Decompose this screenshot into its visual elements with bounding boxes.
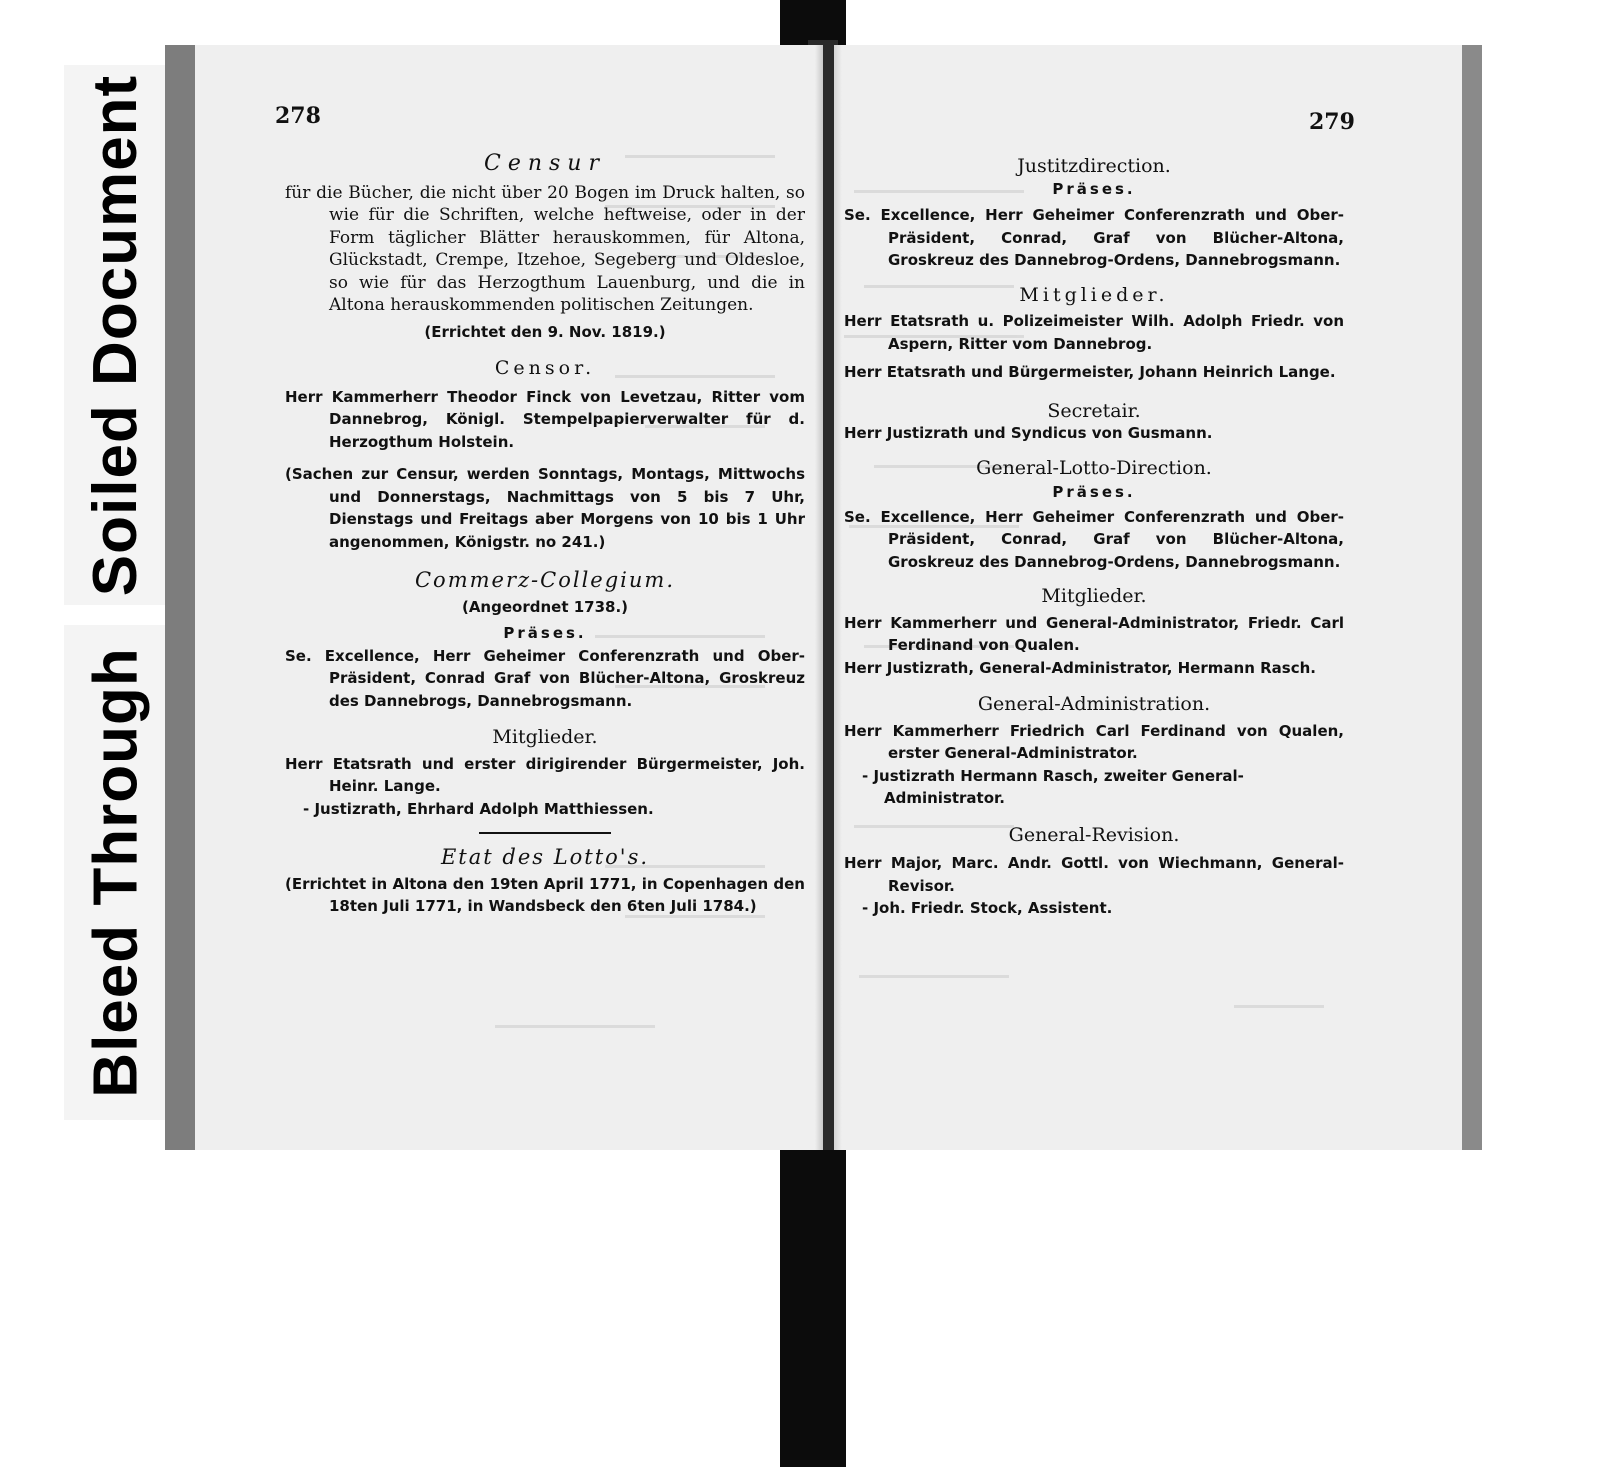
mitglieder-heading: Mitglieder.	[1019, 283, 1169, 306]
secretair-heading: Secretair.	[1047, 399, 1141, 422]
praeses-heading: Präses.	[1052, 483, 1136, 501]
soiled-document-text: Soiled Document	[81, 74, 151, 596]
spine-bottom	[780, 1150, 846, 1467]
censor-heading: Censor.	[494, 357, 596, 379]
praeses-body: Se. Excellence, Herr Geheimer Conferenzrath und Ober-Präsident, Conrad, Graf von Blücher-Altona, Groskreuz des Dannebrog-Ordens, Dannebrogsmann.	[844, 507, 1344, 571]
censor-body: Herr Kammerherr Theodor Finck von Levetzau, Ritter vom Dannebrog, Königl. Stempelpapierverwalter für d. Herzogthum Holstein.	[285, 387, 805, 451]
commerz-heading: Commerz-Collegium.	[414, 568, 675, 592]
justiz-heading: Justitzdirection.	[1017, 155, 1171, 177]
left-page	[165, 45, 823, 1150]
admin-heading: General-Administration.	[977, 693, 1211, 715]
censur-date: (Errichtet den 9. Nov. 1819.)	[424, 322, 666, 341]
mitglied-entry: Herr Etatsrath und Bürgermeister, Johann Heinrich Lange.	[844, 363, 1336, 381]
page-number: 279	[1309, 109, 1355, 135]
revision-entry: - Joh. Friedr. Stock, Assistent.	[862, 899, 1113, 917]
bleed-through-text: Bleed Through	[81, 647, 151, 1098]
praeses-body: Se. Excellence, Herr Geheimer Conferenzrath und Ober-Präsident, Conrad, Graf von Blücher-Altona, Groskreuz des Dannebrog-Ordens, Dannebrogsmann.	[844, 206, 1344, 269]
praeses-heading: Präses.	[1052, 179, 1136, 198]
soiled-document-label	[64, 65, 168, 605]
bleed-through-label	[64, 625, 168, 1120]
mitglied-entry: Herr Etatsrath u. Polizeimeister Wilh. Adolph Friedr. von Aspern, Ritter vom Dannebrog.	[844, 312, 1344, 353]
right-page-text	[844, 155, 1344, 920]
mitglied-entry: Herr Etatsrath und erster dirigirender Bürgermeister, Joh. Heinr. Lange.	[285, 754, 805, 795]
section-rule	[479, 832, 611, 834]
page-number: 278	[275, 103, 321, 129]
etat-body: (Errichtet in Altona den 19ten April 1771, in Copenhagen den 18ten Juli 1771, in Wandsbeck den 6ten Juli 1784.)	[285, 874, 805, 915]
lotto-heading: General-Lotto-Direction.	[976, 456, 1212, 479]
page-edge-shadow	[815, 45, 823, 1150]
mitglieder-heading: Mitglieder.	[492, 726, 598, 748]
mitglied-entry: - Justizrath, Ehrhard Adolph Matthiessen.	[303, 799, 654, 818]
admin-entry: - Justizrath Hermann Rasch, zweiter General-Administrator.	[862, 766, 1244, 807]
mitglied-entry: Herr Kammerherr und General-Administrator, Friedr. Carl Ferdinand von Qualen.	[844, 613, 1344, 654]
mitglied-entry: Herr Justizrath, General-Administrator, Hermann Rasch.	[844, 658, 1316, 677]
etat-heading: Etat des Lotto's.	[440, 845, 650, 869]
revision-entry: Herr Major, Marc. Andr. Gottl. von Wiechmann, General-Revisor.	[844, 854, 1344, 895]
left-page-text	[285, 153, 805, 918]
censor-note: (Sachen zur Censur, werden Sonntags, Montags, Mittwochs und Donnerstags, Nachmittags von 5 bis 7 Uhr, Dienstags und Freitags aber Morgens von 10 bis 1 Uhr angenommen, Königstr. no 241.)	[285, 465, 805, 551]
page-edge-shadow	[834, 45, 842, 1150]
praeses-body: Se. Excellence, Herr Geheimer Conferenzrath und Ober-Präsident, Conrad Graf von Blücher-Altona, Groskreuz des Dannebrogs, Dannebrogsmann.	[285, 646, 805, 710]
commerz-date: (Angeordnet 1738.)	[461, 597, 629, 616]
secretair-body: Herr Justizrath und Syndicus von Gusmann.	[844, 424, 1213, 442]
censur-heading: Censur	[484, 151, 606, 176]
admin-entry: Herr Kammerherr Friedrich Carl Ferdinand von Qualen, erster General-Administrator.	[844, 721, 1344, 762]
censur-body: für die Bücher, die nicht über 20 Bogen im Druck halten, so wie für die Schriften, welche heftweise, oder in der Form täglicher Blätter herauskommen, für Altona, Glückstadt, Crempe, Itzehoe, Segeberg und Oldesloe, so wie für das Herzogthum Lauenburg, und die in Altona herauskommenden politischen Zeitungen.	[285, 182, 805, 315]
revision-heading: General-Revision.	[1008, 823, 1180, 846]
mitglieder-heading: Mitglieder.	[1041, 585, 1147, 607]
right-page	[834, 45, 1482, 1150]
praeses-heading: Präses.	[503, 624, 587, 642]
